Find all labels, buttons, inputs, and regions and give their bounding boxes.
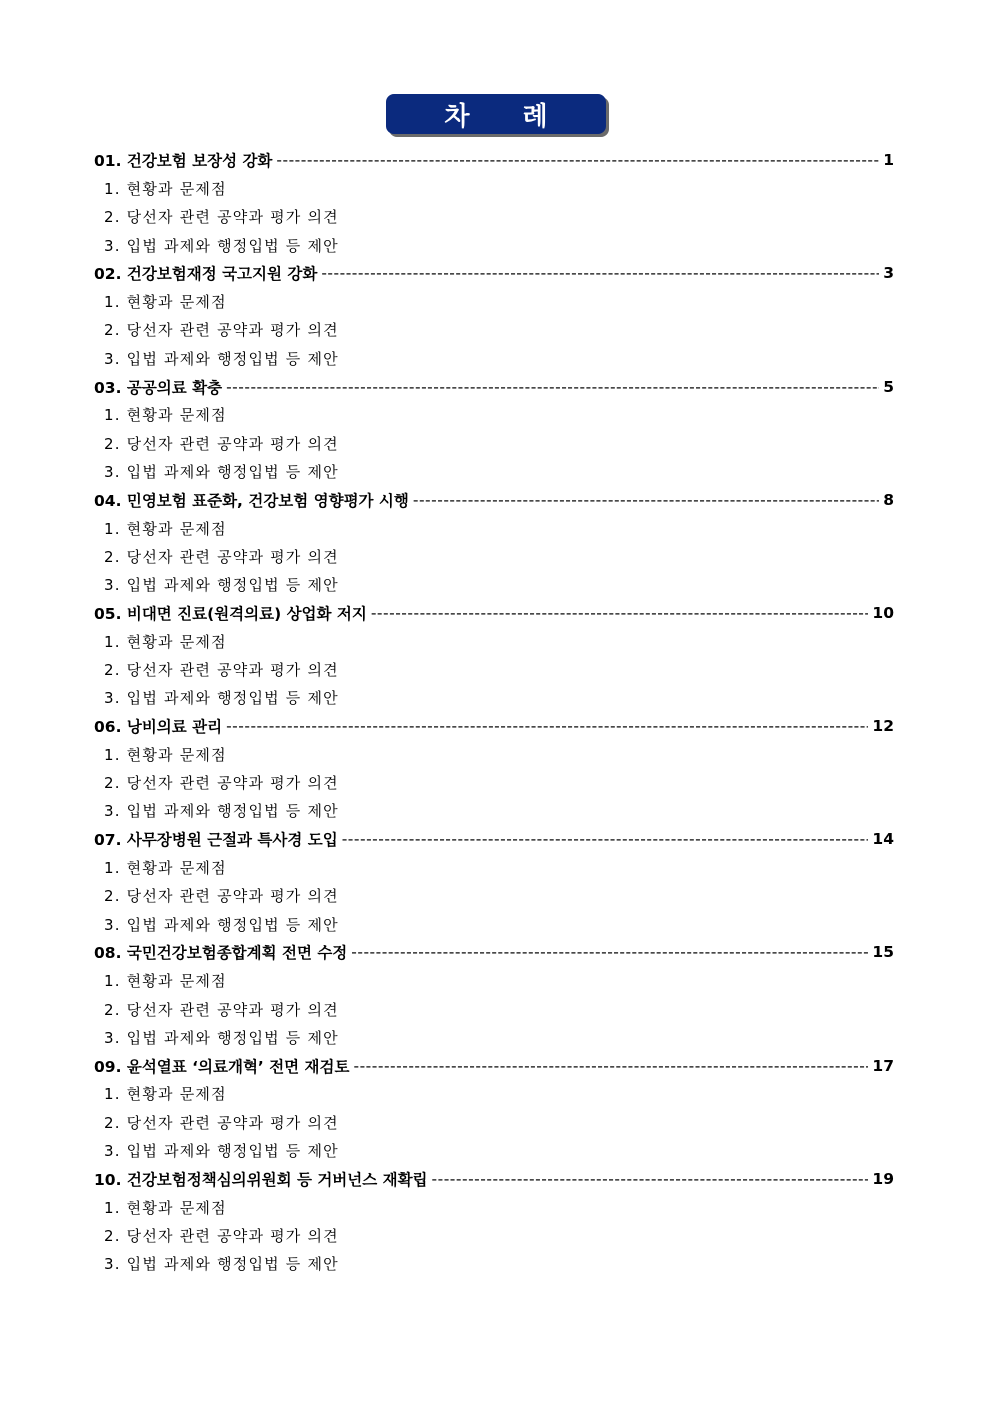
toc-page-number: 5 [883, 377, 894, 396]
toc-section-heading[interactable] [94, 825, 894, 853]
toc-section-heading[interactable] [94, 486, 894, 514]
toc-subitem[interactable]: 2. 당선자 관련 공약과 평가 의견 [104, 887, 339, 906]
toc-subitem[interactable]: 3. 입법 과제와 행정입법 등 제안 [104, 1142, 339, 1161]
toc-section [94, 712, 894, 825]
toc-section [94, 938, 894, 1051]
toc-dot-leader [226, 717, 868, 735]
toc-subitem[interactable]: 2. 당선자 관련 공약과 평가 의견 [104, 208, 339, 227]
toc-subitem[interactable]: 2. 당선자 관련 공약과 평가 의견 [104, 321, 339, 340]
toc-section-heading[interactable] [94, 1052, 894, 1080]
toc-subitem[interactable]: 1. 현황과 문제점 [104, 972, 227, 991]
toc-section-heading[interactable] [94, 599, 894, 627]
toc-dot-leader [371, 604, 869, 622]
toc-subitem[interactable]: 3. 입법 과제와 행정입법 등 제안 [104, 349, 339, 368]
toc-section-label: 09. 윤석열표 ‘의료개혁’ 전면 재검토 [94, 1057, 350, 1076]
toc-subitem[interactable]: 3. 입법 과제와 행정입법 등 제안 [104, 576, 339, 595]
toc-dot-leader [353, 1057, 868, 1075]
toc-section-label: 08. 국민건강보험종합계획 전면 수정 [94, 944, 348, 963]
toc-section-label: 01. 건강보험 보장성 강화 [94, 152, 273, 171]
toc-section [94, 486, 894, 599]
toc-dot-leader [226, 378, 879, 396]
toc-subitem[interactable]: 1. 현황과 문제점 [104, 632, 227, 651]
toc-subitem[interactable]: 2. 당선자 관련 공약과 평가 의견 [104, 774, 339, 793]
toc-subitem[interactable]: 3. 입법 과제와 행정입법 등 제안 [104, 689, 339, 708]
toc-dot-leader [321, 264, 879, 282]
toc-section-heading[interactable] [94, 372, 894, 400]
toc-title: 차 례 [444, 101, 570, 132]
toc-subitem[interactable]: 1. 현황과 문제점 [104, 406, 227, 425]
toc-subitem[interactable]: 2. 당선자 관련 공약과 평가 의견 [104, 434, 339, 453]
toc-section-label: 07. 사무장병원 근절과 특사경 도입 [94, 831, 338, 850]
toc-section [94, 825, 894, 938]
toc-subitem[interactable]: 1. 현황과 문제점 [104, 859, 227, 878]
toc-section-heading[interactable] [94, 712, 894, 740]
toc-page-number: 15 [872, 943, 894, 962]
toc-dot-leader [432, 1170, 869, 1188]
toc-page-number: 1 [883, 151, 894, 170]
toc-section-label: 03. 공공의료 확충 [94, 378, 223, 397]
toc-page-number: 19 [872, 1169, 894, 1188]
toc-dot-leader [351, 943, 868, 961]
toc-section-label: 02. 건강보험재정 국고지원 강화 [94, 265, 318, 284]
toc-subitem[interactable]: 3. 입법 과제와 행정입법 등 제안 [104, 1255, 339, 1274]
toc-subitem[interactable]: 1. 현황과 문제점 [104, 1085, 227, 1104]
toc-subitem[interactable]: 2. 당선자 관련 공약과 평가 의견 [104, 1113, 339, 1132]
toc-subitem[interactable]: 3. 입법 과제와 행정입법 등 제안 [104, 236, 339, 255]
toc-section [94, 372, 894, 485]
toc-subitem[interactable]: 3. 입법 과제와 행정입법 등 제안 [104, 1028, 339, 1047]
toc-section-label: 10. 건강보험정책심의위원회 등 거버넌스 재확립 [94, 1170, 428, 1189]
toc-section [94, 259, 894, 372]
toc-title-banner [386, 94, 606, 134]
toc-dot-leader [342, 830, 869, 848]
toc-dot-leader [413, 491, 879, 509]
toc-subitem[interactable]: 1. 현황과 문제점 [104, 179, 227, 198]
toc-dot-leader [276, 151, 879, 169]
toc-section [94, 146, 894, 259]
toc-subitem[interactable]: 1. 현황과 문제점 [104, 293, 227, 312]
toc-subitem[interactable]: 1. 현황과 문제점 [104, 1198, 227, 1217]
toc-section-heading[interactable] [94, 938, 894, 966]
toc-subitem[interactable]: 2. 당선자 관련 공약과 평가 의견 [104, 547, 339, 566]
toc-page-number: 12 [872, 717, 894, 736]
toc-subitem[interactable]: 2. 당선자 관련 공약과 평가 의견 [104, 1000, 339, 1019]
toc-section-heading[interactable] [94, 146, 894, 174]
toc-subitem[interactable]: 3. 입법 과제와 행정입법 등 제안 [104, 802, 339, 821]
toc-subitem[interactable]: 1. 현황과 문제점 [104, 745, 227, 764]
table-of-contents [94, 146, 894, 1278]
toc-page-number: 8 [883, 490, 894, 509]
toc-section-label: 05. 비대면 진료(원격의료) 상업화 저지 [94, 604, 367, 623]
toc-section [94, 599, 894, 712]
toc-page-number: 10 [872, 603, 894, 622]
toc-subitem[interactable]: 3. 입법 과제와 행정입법 등 제안 [104, 915, 339, 934]
toc-subitem[interactable]: 3. 입법 과제와 행정입법 등 제안 [104, 462, 339, 481]
toc-subitem[interactable]: 1. 현황과 문제점 [104, 519, 227, 538]
toc-section [94, 1052, 894, 1165]
toc-section-heading[interactable] [94, 259, 894, 287]
toc-section-label: 04. 민영보험 표준화, 건강보험 영향평가 시행 [94, 491, 409, 510]
toc-page-number: 3 [883, 264, 894, 283]
toc-subitem[interactable]: 2. 당선자 관련 공약과 평가 의견 [104, 1226, 339, 1245]
toc-section-heading[interactable] [94, 1165, 894, 1193]
toc-subitem[interactable]: 2. 당선자 관련 공약과 평가 의견 [104, 660, 339, 679]
toc-page-number: 17 [872, 1056, 894, 1075]
toc-page-number: 14 [872, 830, 894, 849]
toc-section [94, 1165, 894, 1278]
toc-section-label: 06. 낭비의료 관리 [94, 718, 223, 737]
